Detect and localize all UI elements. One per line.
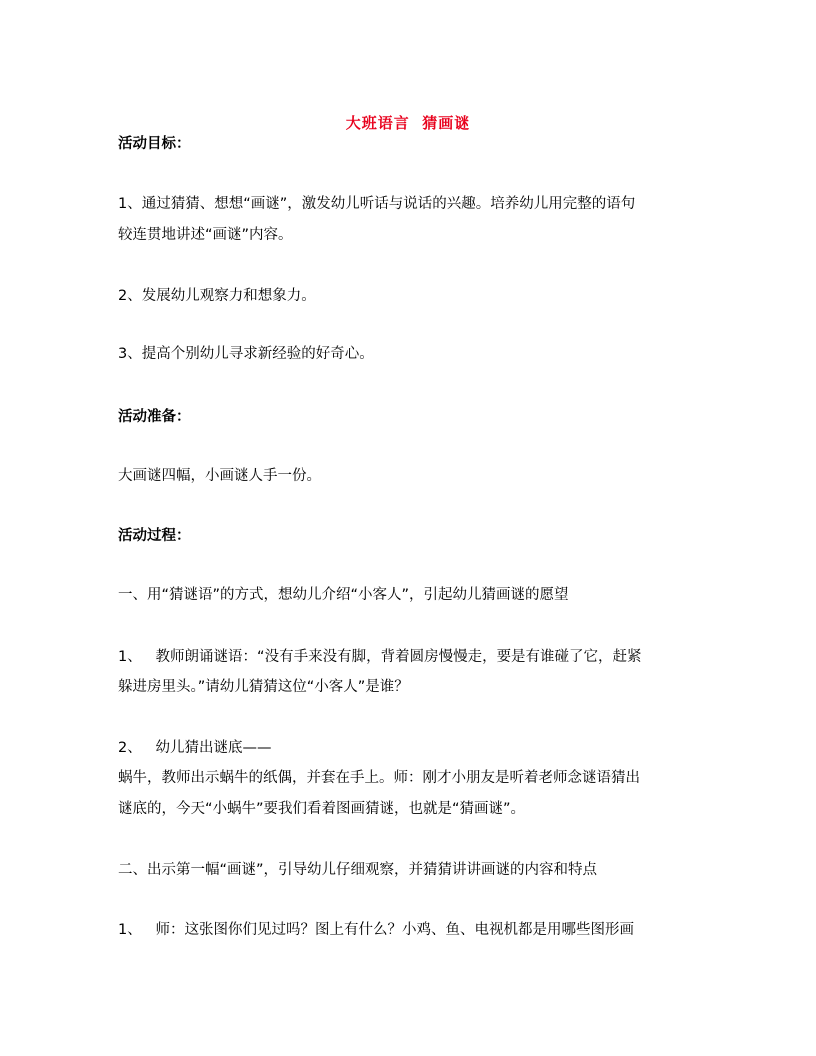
- document-title: 大班语言 猜画谜: [345, 114, 471, 132]
- prep-text: 大画谜四幅，小画谜人手一份。: [118, 468, 321, 484]
- step1-1-line1: 1、 教师朗诵谜语：“没有手来没有脚，背着圆房慢慢走，要是有谁碰了它，赶紧: [118, 649, 642, 665]
- process-heading: 活动过程：: [118, 528, 191, 544]
- step2-heading: 二、出示第一幅“画谜”，引导幼儿仔细观察，并猜猜讲讲画谜的内容和特点: [118, 862, 598, 878]
- goal-3: 3、提高个别幼儿寻求新经验的好奇心。: [118, 346, 374, 362]
- goal-heading: 活动目标：: [118, 136, 191, 152]
- goal-2: 2、发展幼儿观察力和想象力。: [118, 288, 316, 304]
- prep-heading: 活动准备：: [118, 409, 191, 425]
- step1-heading: 一、用“猜谜语”的方式，想幼儿介绍“小客人”，引起幼儿猜画谜的愿望: [118, 587, 569, 603]
- goal-1-line2: 较连贯地讲述“画谜”内容。: [118, 227, 293, 243]
- step1-2-line2: 蜗牛，教师出示蜗牛的纸偶，并套在手上。师：刚才小朋友是听着老师念谜语猜出: [118, 770, 640, 786]
- step1-2-line1: 2、 幼儿猜出谜底——: [118, 740, 272, 756]
- step2-1: 1、 师：这张图你们见过吗？图上有什么？小鸡、鱼、电视机都是用哪些图形画: [118, 922, 635, 938]
- step1-2-line3: 谜底的，今天“小蜗牛”要我们看着图画猜谜，也就是“猜画谜”。: [118, 801, 526, 817]
- goal-1-line1: 1、通过猜猜、想想“画谜”，激发幼儿听话与说话的兴趣。培养幼儿用完整的语句: [118, 196, 636, 212]
- step1-1-line2: 躲进房里头。”请幼儿猜猜这位“小客人”是谁？: [118, 679, 409, 695]
